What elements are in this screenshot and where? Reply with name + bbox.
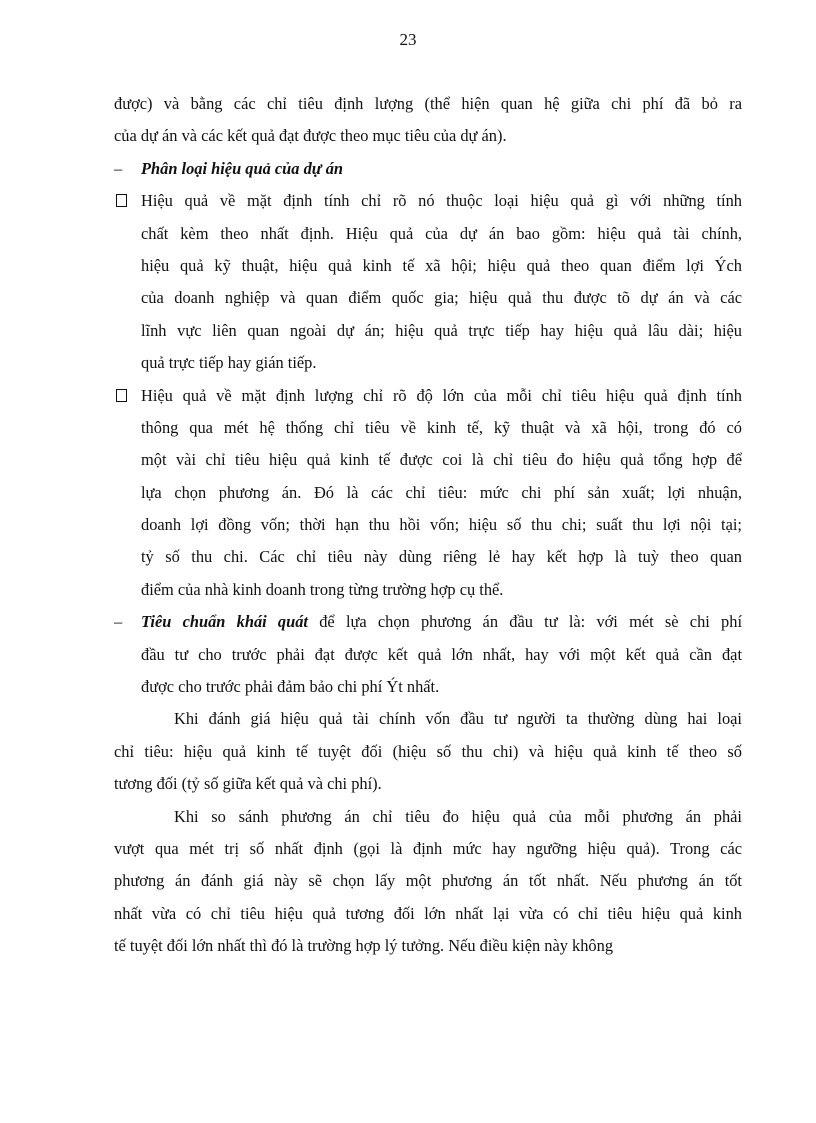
text-line: chỉ tiêu: hiệu quả kinh tế tuyệt đối (hiệu số thu chi) và hiệu quả kinh tế theo số (114, 741, 742, 761)
text-line: đầu tư cho trước phải đạt được kết quả lớn nhất, hay với một kết quả cần đạt (141, 644, 742, 664)
text-line: Khi so sánh phương án chỉ tiêu đo hiệu quả của mỗi phương án phải (174, 806, 742, 826)
dash-bullet: – (114, 612, 123, 632)
bullet-item-qualitative (114, 185, 742, 379)
text-line: hiệu quả kỹ thuật, hiệu quả kinh tế xã hội; hiệu quả theo quan điểm lợi Ých (141, 255, 742, 275)
text-line: của doanh nghiệp và quan điểm quốc gia; hiệu quả thu được tõ dự án và các (141, 288, 742, 308)
square-bullet-icon (116, 389, 127, 402)
heading-line (114, 153, 742, 185)
section-heading: Phân loại hiệu quả của dự án (141, 158, 344, 178)
text-line: tế tuyệt đối lớn nhất thì đó là trường hợp lý tưởng. Nếu điều kiện này không (114, 936, 614, 956)
text-line: tỷ số thu chi. Các chỉ tiêu này dùng riêng lẻ hay kết hợp là tuỳ theo quan (141, 547, 742, 567)
text-line: một vài chỉ tiêu hiệu quả kinh tế được coi là chỉ tiêu đo hiệu quả tổng hợp để (141, 450, 742, 470)
text-line: nhất vừa có chỉ tiêu hiệu quả tương đối lớn nhất lại vừa có chỉ tiêu hiệu quả kinh (114, 903, 742, 923)
text-line: chất kèm theo nhất định. Hiệu quả của dự án bao gồm: hiệu quả tài chính, (141, 223, 742, 243)
dash-bullet: – (114, 158, 123, 178)
text-line: của dự án và các kết quả đạt được theo mục tiêu của dự án). (114, 126, 507, 146)
text-line: thông qua mét hệ thống chỉ tiêu về kinh tế, kỹ thuật và xã hội, trong đó có (141, 417, 742, 437)
text-line: phương án đánh giá này sẽ chọn lấy một phương án tốt nhất. Nếu phương án tốt (114, 871, 742, 891)
text-line (141, 606, 742, 638)
paragraph-comparison (114, 801, 742, 963)
text-line: vượt qua mét trị số nhất định (gọi là định mức hay ngưỡng hiệu quả). Trong các (114, 838, 742, 858)
classification-heading (114, 153, 742, 185)
text-line: quả trực tiếp hay gián tiếp. (141, 353, 317, 373)
text-line: Hiệu quả về mặt định tính chỉ rõ nó thuộc loại hiệu quả gì với những tính (141, 191, 742, 211)
text-line: lĩnh vực liên quan ngoài dự án; hiệu quả trực tiếp hay hiệu quả lâu dài; hiệu (141, 320, 742, 340)
text-line: lựa chọn phương án. Đó là các chỉ tiêu: mức chi phí sản xuất; lợi nhuận, (141, 482, 742, 502)
criteria-item (114, 606, 742, 703)
criteria-heading: Tiêu chuẩn khái quát (141, 612, 308, 632)
text-line: được) và bằng các chỉ tiêu định lượng (thể hiện quan hệ giữa chi phí đã bỏ ra (114, 94, 742, 113)
bullet-item-quantitative (114, 380, 742, 607)
criteria-text: để lựa chọn phương án đầu tư là: với mét sè chi phí (308, 612, 742, 632)
page-number: 23 (399, 30, 417, 49)
text-line: doanh lợi đồng vốn; thời hạn thu hồi vốn; hiệu số thu chi; suất thu lợi nội tại; (141, 515, 742, 535)
text-line: tương đối (tỷ số giữa kết quả và chi phí). (114, 774, 382, 794)
text-line: Khi đánh giá hiệu quả tài chính vốn đầu tư người ta thường dùng hai loại (174, 709, 742, 729)
square-bullet-icon (116, 194, 127, 207)
text-line: điểm của nhà kinh doanh trong từng trường hợp cụ thể. (141, 579, 504, 599)
document-body (114, 88, 742, 963)
paragraph-financial-efficiency (114, 703, 742, 800)
text-line: được cho trước phải đảm bảo chi phí Ýt nhất. (141, 677, 440, 697)
text-line: Hiệu quả về mặt định lượng chỉ rõ độ lớn của mỗi chỉ tiêu hiệu quả định tính (141, 385, 742, 405)
intro-paragraph (114, 88, 742, 153)
